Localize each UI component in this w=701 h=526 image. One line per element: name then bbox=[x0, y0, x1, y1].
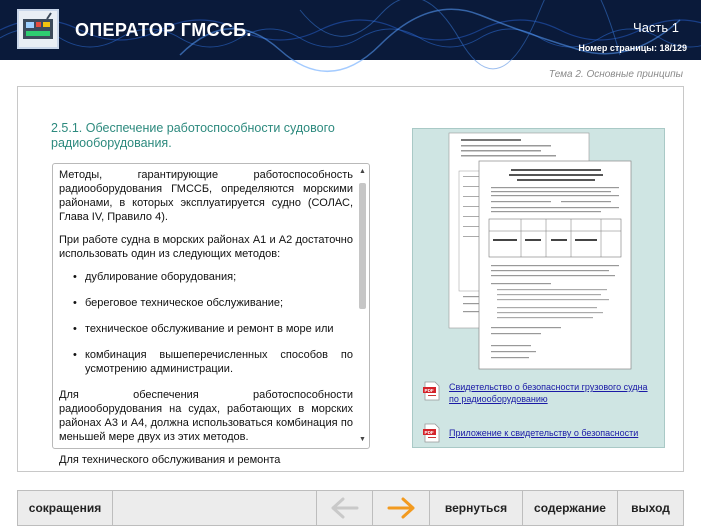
contents-button[interactable]: содержание bbox=[523, 491, 618, 525]
doc-link-annex[interactable] bbox=[423, 423, 649, 443]
text-panel[interactable] bbox=[52, 163, 370, 466]
footer-nav bbox=[17, 490, 684, 526]
prev-page-button[interactable] bbox=[317, 491, 373, 525]
arrow-right-icon bbox=[386, 497, 416, 519]
content-frame bbox=[17, 86, 684, 472]
page-number: Номер страницы: 18/129 bbox=[578, 43, 687, 53]
text-scrollbar[interactable] bbox=[358, 168, 367, 444]
scroll-up-icon[interactable]: ▲ bbox=[359, 168, 366, 175]
doc-link-certificate[interactable] bbox=[423, 381, 649, 405]
doc-link-label[interactable]: Приложение к свидетельству о безопасности bbox=[449, 428, 639, 438]
list-item: • техническое обслуживание и ремонт в море или bbox=[59, 322, 353, 336]
abbreviations-button[interactable]: сокращения bbox=[18, 491, 113, 525]
topic-label: Тема 2. Основные принципы bbox=[548, 69, 683, 80]
arrow-left-icon bbox=[330, 497, 360, 519]
paragraph: Для обеспечения работоспособности радиооборудования на судах, работающих в морских районах А3 и А4, должна использоваться комбинация по меньшей мере двух из этих методов. bbox=[59, 389, 353, 443]
exit-button[interactable]: выход bbox=[618, 491, 683, 525]
certificate-image bbox=[441, 131, 641, 371]
section-title: 2.5.1. Обеспечение работоспособности судового радиооборудования. bbox=[51, 121, 335, 150]
app-header bbox=[0, 0, 701, 60]
doc-link-label[interactable]: Свидетельство о безопасности грузового судна по радиооборудованию bbox=[449, 382, 648, 404]
paragraph: Методы, гарантирующие работоспособность радиооборудования ГМССБ, определяются морскими районами, в которых эксплуатируется судно (СОЛАС, Глава IV, Правило 4). bbox=[59, 169, 353, 223]
paragraph: При работе судна в морских районах А1 и А2 достаточно использовать один из следующих методов: bbox=[59, 234, 353, 260]
methods-list bbox=[59, 270, 353, 376]
scroll-thumb[interactable] bbox=[359, 183, 366, 309]
svg-text:PDF: PDF bbox=[424, 388, 434, 393]
svg-text:PDF: PDF bbox=[424, 430, 434, 435]
app-title: ОПЕРАТОР ГМССБ. bbox=[75, 20, 252, 40]
footer-spacer bbox=[113, 491, 317, 525]
scroll-down-icon[interactable]: ▼ bbox=[359, 436, 366, 443]
documents-panel bbox=[412, 128, 665, 448]
list-item: • береговое техническое обслуживание; bbox=[59, 296, 353, 310]
back-button[interactable]: вернуться bbox=[430, 491, 523, 525]
next-page-button[interactable] bbox=[373, 491, 430, 525]
list-item: • дублирование оборудования; bbox=[59, 270, 353, 284]
app-logo bbox=[17, 9, 59, 49]
paragraph: Для технического обслуживания и ремонта bbox=[59, 454, 281, 466]
part-label: Часть 1 bbox=[633, 20, 679, 35]
text-body bbox=[59, 168, 353, 476]
pdf-icon bbox=[423, 381, 441, 401]
pdf-icon bbox=[423, 423, 441, 443]
list-item: • комбинация вышеперечисленных способов по усмотрению администрации. bbox=[59, 348, 353, 376]
